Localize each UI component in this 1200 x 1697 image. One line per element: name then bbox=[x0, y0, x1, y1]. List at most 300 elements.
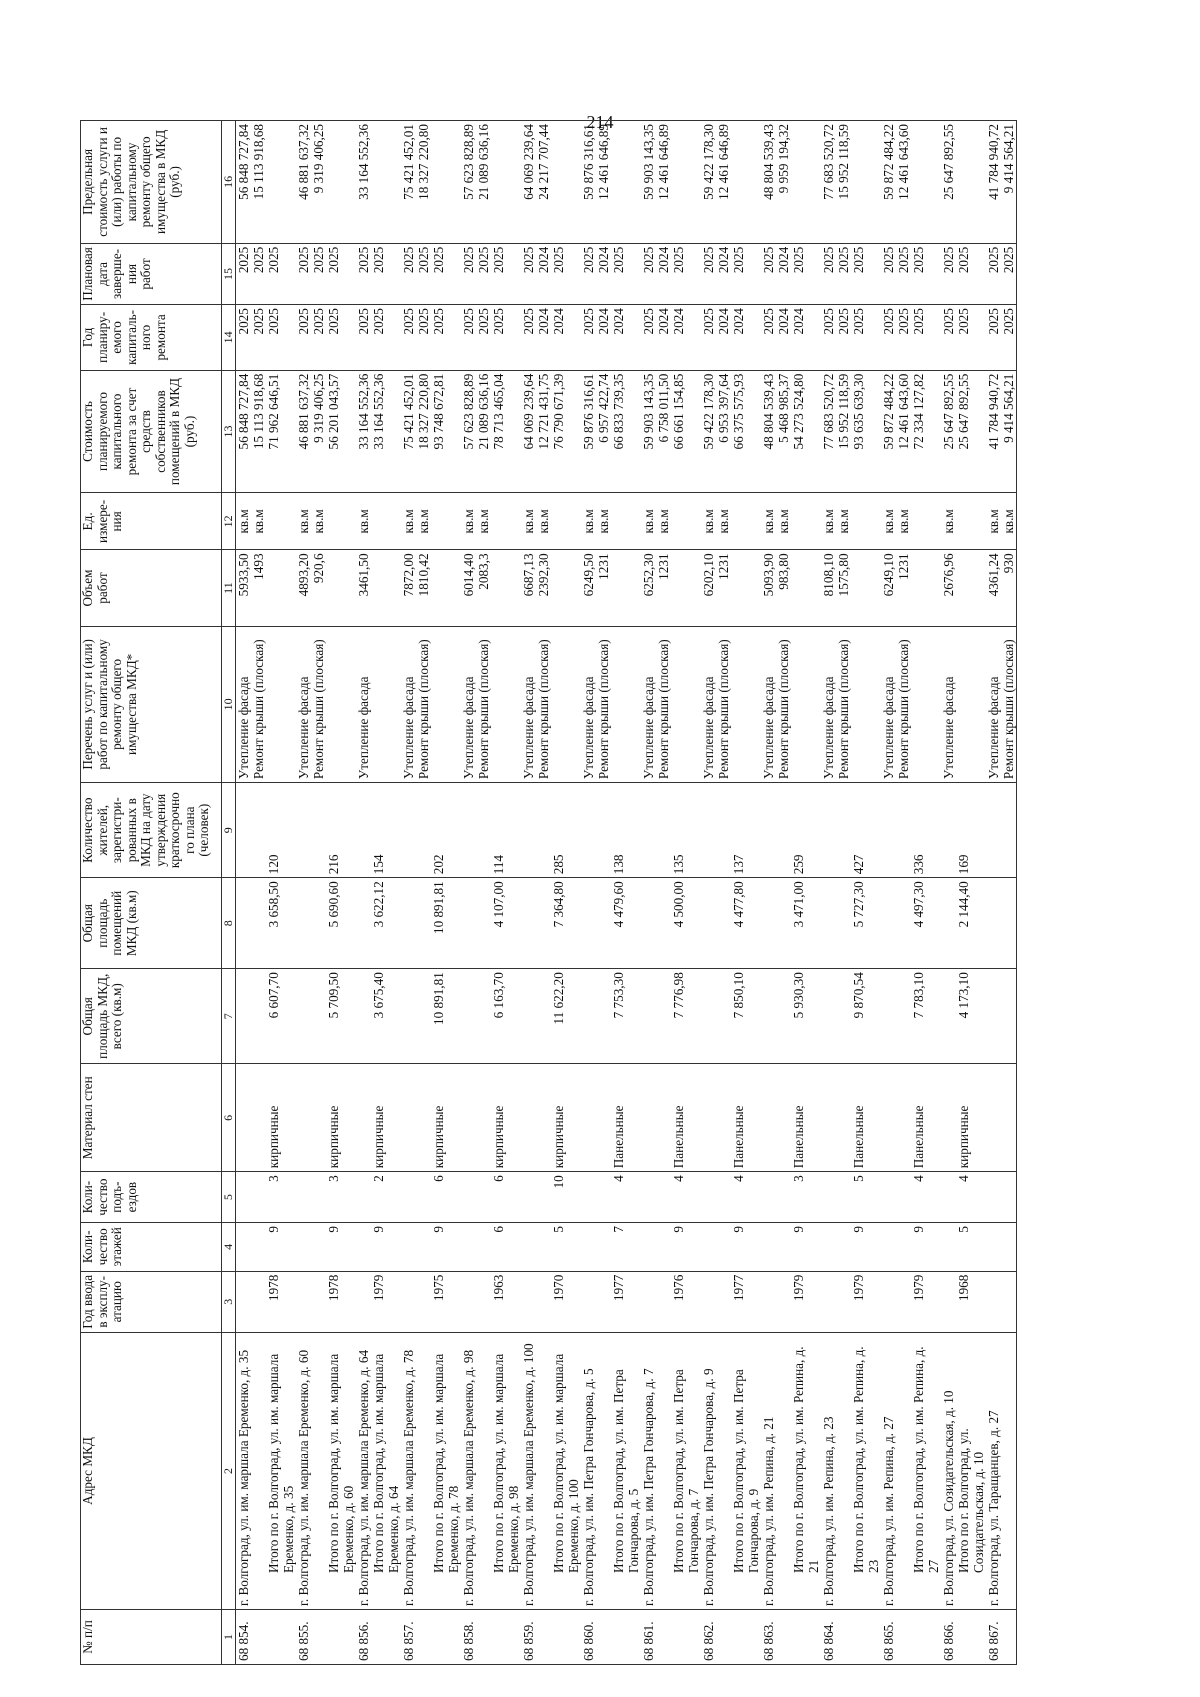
cell-num bbox=[896, 1610, 911, 1665]
cell-cost: 93 635 639,30 bbox=[851, 370, 881, 493]
cell-date: 2025 bbox=[461, 243, 476, 304]
empty-cell bbox=[911, 493, 941, 550]
empty-cell bbox=[896, 969, 911, 1064]
cell-entrances: 2 bbox=[371, 1172, 401, 1223]
empty-cell bbox=[476, 1172, 491, 1223]
empty-cell bbox=[311, 1064, 326, 1172]
cell-num: 68 867. bbox=[986, 1610, 1001, 1665]
empty-cell bbox=[476, 1222, 491, 1271]
cell-date: 2025 bbox=[941, 243, 956, 304]
cell-unit: кв.м bbox=[836, 493, 851, 550]
empty-cell bbox=[236, 1172, 252, 1223]
cell-limit: 9 319 406,25 bbox=[311, 121, 326, 244]
empty-cell bbox=[311, 878, 326, 969]
cell-work: Утепление фасада bbox=[356, 626, 371, 783]
cell-cost: 9 414 564,21 bbox=[1001, 370, 1017, 493]
empty-cell bbox=[311, 969, 326, 1064]
cell-limit: 9 959 194,32 bbox=[776, 121, 791, 244]
empty-cell bbox=[431, 550, 461, 626]
column-header: Коли-чество этажей bbox=[81, 1222, 222, 1271]
cell-date: 2025 bbox=[296, 243, 311, 304]
empty-cell bbox=[791, 550, 821, 626]
cell-unit: кв.м bbox=[581, 493, 596, 550]
cell-year: 2025 bbox=[311, 305, 326, 371]
cell-unit: кв.м bbox=[941, 493, 956, 550]
empty-cell bbox=[416, 1172, 431, 1223]
empty-cell bbox=[671, 121, 701, 244]
empty-cell bbox=[311, 1271, 326, 1332]
empty-cell bbox=[941, 969, 956, 1064]
empty-cell bbox=[296, 783, 311, 878]
cell-date: 2025 bbox=[581, 243, 596, 304]
empty-cell bbox=[671, 493, 701, 550]
total-row bbox=[326, 121, 356, 1665]
empty-cell bbox=[476, 969, 491, 1064]
cell-year: 2025 bbox=[371, 305, 401, 371]
table-row bbox=[986, 121, 1001, 1665]
cell-limit: 59 872 484,22 bbox=[881, 121, 896, 244]
empty-cell bbox=[941, 1222, 956, 1271]
empty-cell bbox=[671, 550, 701, 626]
column-number: 11 bbox=[222, 550, 236, 626]
empty-cell bbox=[521, 1222, 536, 1271]
empty-cell bbox=[986, 878, 1001, 969]
cell-num: 68 862. bbox=[701, 1610, 716, 1665]
cell-year: 2025 bbox=[476, 305, 491, 371]
cell-work: Утепление фасада bbox=[941, 626, 956, 783]
empty-cell bbox=[701, 1172, 716, 1223]
table-row bbox=[461, 121, 476, 1665]
cell-year: 2024 bbox=[596, 305, 611, 371]
empty-cell bbox=[416, 783, 431, 878]
cell-num bbox=[776, 1610, 791, 1665]
cell-unit: кв.м bbox=[641, 493, 656, 550]
cell-addr: г. Волгоград, ул. им. Петра Гончарова, д. 5 bbox=[581, 1332, 596, 1609]
empty-cell bbox=[941, 783, 956, 878]
cell-cost: 59 872 484,22 bbox=[881, 370, 896, 493]
cell-work: Утепление фасада bbox=[986, 626, 1001, 783]
cell-year-built: 1976 bbox=[671, 1271, 701, 1332]
empty-cell bbox=[731, 626, 761, 783]
cell-date: 2025 bbox=[761, 243, 776, 304]
empty-cell bbox=[986, 1271, 1001, 1332]
empty-cell bbox=[536, 1222, 551, 1271]
total-row bbox=[371, 121, 401, 1665]
cell-date: 2025 bbox=[821, 243, 836, 304]
empty-cell bbox=[521, 969, 536, 1064]
cell-limit: 12 461 646,89 bbox=[716, 121, 731, 244]
cell-work: Ремонт крыши (плоская) bbox=[536, 626, 551, 783]
empty-cell bbox=[596, 1222, 611, 1271]
cell-cost: 12 721 431,75 bbox=[536, 370, 551, 493]
cell-vol: 6252,30 bbox=[641, 550, 656, 626]
empty-cell bbox=[896, 1172, 911, 1223]
table-row bbox=[836, 121, 851, 1665]
cell-date: 2024 bbox=[536, 243, 551, 304]
cell-num: 68 860. bbox=[581, 1610, 596, 1665]
cell-vol: 1231 bbox=[716, 550, 731, 626]
cell-vol: 2676,96 bbox=[941, 550, 956, 626]
cell-total-area: 3 675,40 bbox=[371, 969, 401, 1064]
cell-total-area: 11 622,20 bbox=[551, 969, 581, 1064]
empty-cell bbox=[656, 1064, 671, 1172]
empty-cell bbox=[596, 783, 611, 878]
cell-work: Утепление фасада bbox=[761, 626, 776, 783]
empty-cell bbox=[371, 626, 401, 783]
empty-cell bbox=[596, 1064, 611, 1172]
empty-cell bbox=[251, 1271, 266, 1332]
total-row bbox=[491, 121, 521, 1665]
empty-cell bbox=[236, 783, 252, 878]
empty-cell bbox=[551, 121, 581, 244]
cell-num: 68 866. bbox=[941, 1610, 956, 1665]
cell-premises-area: 7 364,80 bbox=[551, 878, 581, 969]
empty-cell bbox=[551, 550, 581, 626]
empty-cell bbox=[401, 1172, 416, 1223]
empty-cell bbox=[581, 1172, 596, 1223]
cell-date: 2025 bbox=[791, 243, 821, 304]
empty-cell bbox=[701, 783, 716, 878]
cell-addr: Итого по г. Волгоград, ул. им. маршала Еременко, д. 35 bbox=[266, 1332, 296, 1609]
cell-year: 2024 bbox=[656, 305, 671, 371]
cell-work: Утепление фасада bbox=[236, 626, 252, 783]
cell-vol: 5093,90 bbox=[761, 550, 776, 626]
empty-cell bbox=[476, 783, 491, 878]
cell-residents: 135 bbox=[671, 783, 701, 878]
cell-year: 2024 bbox=[671, 305, 701, 371]
cell-date: 2025 bbox=[266, 243, 296, 304]
cell-num: 68 855. bbox=[296, 1610, 311, 1665]
cell-addr: г. Волгоград, ул. им. маршала Еременко, д. 78 bbox=[401, 1332, 416, 1609]
empty-cell bbox=[851, 550, 881, 626]
empty-cell bbox=[251, 1172, 266, 1223]
cell-unit: кв.м bbox=[596, 493, 611, 550]
cell-cost: 56 201 043,57 bbox=[326, 370, 356, 493]
empty-cell bbox=[896, 878, 911, 969]
table-row bbox=[296, 121, 311, 1665]
cell-premises-area: 4 500,00 bbox=[671, 878, 701, 969]
empty-cell bbox=[461, 1271, 476, 1332]
cell-cost: 12 461 643,60 bbox=[896, 370, 911, 493]
cell-num bbox=[251, 1610, 266, 1665]
cell-entrances: 4 bbox=[956, 1172, 986, 1223]
empty-cell bbox=[536, 969, 551, 1064]
cell-entrances: 10 bbox=[551, 1172, 581, 1223]
empty-cell bbox=[536, 878, 551, 969]
cell-premises-area: 3 658,50 bbox=[266, 878, 296, 969]
cell-addr: г. Волгоград, ул. им. маршала Еременко, д. 60 bbox=[296, 1332, 311, 1609]
cell-num bbox=[536, 1610, 551, 1665]
cell-cost: 33 164 552,36 bbox=[356, 370, 371, 493]
column-header: Предельная стоимость услуги и (или) работы по капитальному ремонту общего имущества в МКД (руб.) bbox=[81, 121, 222, 244]
column-header: Стоимость планируемого капитального ремонта за счет средств собственников помещений в МКД (руб.) bbox=[81, 370, 222, 493]
cell-year: 2025 bbox=[236, 305, 252, 371]
cell-date: 2025 bbox=[671, 243, 701, 304]
cell-year: 2025 bbox=[896, 305, 911, 371]
cell-addr bbox=[251, 1332, 266, 1609]
cell-addr: г. Волгоград, ул. им. маршала Еременко, д. 98 bbox=[461, 1332, 476, 1609]
cell-addr: г. Волгоград, ул. им. Репина, д. 21 bbox=[761, 1332, 776, 1609]
cell-year-built: 1963 bbox=[491, 1271, 521, 1332]
empty-cell bbox=[656, 783, 671, 878]
cell-addr bbox=[476, 1332, 491, 1609]
empty-cell bbox=[851, 626, 881, 783]
cell-date: 2025 bbox=[476, 243, 491, 304]
empty-cell bbox=[596, 878, 611, 969]
cell-addr: Итого по г. Волгоград, ул. им. Репина, д. 27 bbox=[911, 1332, 941, 1609]
empty-cell bbox=[986, 783, 1001, 878]
empty-cell bbox=[761, 783, 776, 878]
empty-cell bbox=[401, 1064, 416, 1172]
column-number: 14 bbox=[222, 305, 236, 371]
table-row bbox=[311, 121, 326, 1665]
empty-cell bbox=[881, 1172, 896, 1223]
empty-cell bbox=[596, 969, 611, 1064]
total-row bbox=[431, 121, 461, 1665]
empty-cell bbox=[1001, 783, 1017, 878]
cell-year: 2024 bbox=[791, 305, 821, 371]
cell-year: 2025 bbox=[326, 305, 356, 371]
cell-year-built: 1968 bbox=[956, 1271, 986, 1332]
empty-cell bbox=[461, 878, 476, 969]
table-row bbox=[776, 121, 791, 1665]
cell-year: 2025 bbox=[851, 305, 881, 371]
cell-year: 2025 bbox=[881, 305, 896, 371]
cell-floors: 9 bbox=[791, 1222, 821, 1271]
cell-date: 2025 bbox=[986, 243, 1001, 304]
empty-cell bbox=[371, 550, 401, 626]
cell-year: 2025 bbox=[956, 305, 986, 371]
table-row bbox=[1001, 121, 1017, 1665]
empty-cell bbox=[701, 1064, 716, 1172]
cell-residents: 427 bbox=[851, 783, 881, 878]
empty-cell bbox=[296, 969, 311, 1064]
cell-cost: 18 327 220,80 bbox=[416, 370, 431, 493]
table-row bbox=[896, 121, 911, 1665]
cell-addr: г. Волгоград, ул. им. маршала Еременко, д. 35 bbox=[236, 1332, 252, 1609]
cell-entrances: 6 bbox=[491, 1172, 521, 1223]
empty-cell bbox=[776, 1222, 791, 1271]
cell-work: Утепление фасада bbox=[401, 626, 416, 783]
cell-limit: 12 461 643,60 bbox=[896, 121, 911, 244]
empty-cell bbox=[416, 1064, 431, 1172]
cell-floors: 9 bbox=[266, 1222, 296, 1271]
page-number: 214 bbox=[586, 112, 614, 132]
cell-work: Утепление фасада bbox=[581, 626, 596, 783]
table-row bbox=[641, 121, 656, 1665]
cell-unit: кв.м bbox=[776, 493, 791, 550]
cell-year-built: 1979 bbox=[791, 1271, 821, 1332]
cell-total-area: 10 891,81 bbox=[431, 969, 461, 1064]
empty-cell bbox=[236, 969, 252, 1064]
table-row bbox=[401, 121, 416, 1665]
cell-addr: г. Волгоград, ул. им. Петра Гончарова, д. 9 bbox=[701, 1332, 716, 1609]
empty-cell bbox=[401, 878, 416, 969]
empty-cell bbox=[941, 1064, 956, 1172]
cell-vol: 8108,10 bbox=[821, 550, 836, 626]
cell-vol: 1575,80 bbox=[836, 550, 851, 626]
empty-cell bbox=[476, 1271, 491, 1332]
cell-date: 2025 bbox=[1001, 243, 1017, 304]
empty-cell bbox=[641, 1271, 656, 1332]
cell-year: 2024 bbox=[551, 305, 581, 371]
empty-cell bbox=[986, 1172, 1001, 1223]
empty-cell bbox=[716, 1172, 731, 1223]
cell-date: 2025 bbox=[836, 243, 851, 304]
cell-total-area: 4 173,10 bbox=[956, 969, 986, 1064]
table-row bbox=[881, 121, 896, 1665]
cell-cost: 56 848 727,84 bbox=[236, 370, 252, 493]
empty-cell bbox=[371, 1610, 401, 1665]
empty-cell bbox=[641, 1064, 656, 1172]
empty-cell bbox=[836, 1271, 851, 1332]
cell-entrances: 3 bbox=[791, 1172, 821, 1223]
cell-limit: 59 903 143,35 bbox=[641, 121, 656, 244]
column-header: Материал стен bbox=[81, 1064, 222, 1172]
cell-year: 2025 bbox=[761, 305, 776, 371]
empty-cell bbox=[431, 493, 461, 550]
empty-cell bbox=[266, 1610, 296, 1665]
header-row bbox=[81, 121, 222, 1665]
empty-cell bbox=[836, 1222, 851, 1271]
cell-work: Ремонт крыши (плоская) bbox=[476, 626, 491, 783]
cell-floors: 9 bbox=[731, 1222, 761, 1271]
empty-cell bbox=[821, 1064, 836, 1172]
empty-cell bbox=[416, 1271, 431, 1332]
empty-cell bbox=[491, 1610, 521, 1665]
empty-cell bbox=[296, 1271, 311, 1332]
empty-cell bbox=[641, 1222, 656, 1271]
cell-floors: 9 bbox=[431, 1222, 461, 1271]
cell-unit: кв.м bbox=[416, 493, 431, 550]
empty-cell bbox=[326, 550, 356, 626]
column-header: Год ввода в эксплу-атацию bbox=[81, 1271, 222, 1332]
cell-premises-area: 4 107,00 bbox=[491, 878, 521, 969]
empty-cell bbox=[911, 550, 941, 626]
cell-cost: 77 683 520,72 bbox=[821, 370, 836, 493]
cell-residents: 202 bbox=[431, 783, 461, 878]
cell-year-built: 1979 bbox=[911, 1271, 941, 1332]
empty-cell bbox=[656, 1271, 671, 1332]
table-row bbox=[536, 121, 551, 1665]
empty-cell bbox=[461, 969, 476, 1064]
cell-vol: 920,6 bbox=[311, 550, 326, 626]
cell-limit: 77 683 520,72 bbox=[821, 121, 836, 244]
cell-cost: 66 375 575,93 bbox=[731, 370, 761, 493]
cell-cost: 59 876 316,61 bbox=[581, 370, 596, 493]
cell-limit: 24 217 707,44 bbox=[536, 121, 551, 244]
cell-residents: 120 bbox=[266, 783, 296, 878]
total-row bbox=[266, 121, 296, 1665]
cell-vol: 6249,10 bbox=[881, 550, 896, 626]
cell-entrances: 4 bbox=[611, 1172, 641, 1223]
cell-material: кирпичные bbox=[266, 1064, 296, 1172]
empty-cell bbox=[551, 1610, 581, 1665]
cell-addr: Итого по г. Волгоград, ул. им. маршала Еременко, д. 100 bbox=[551, 1332, 581, 1609]
cell-residents: 169 bbox=[956, 783, 986, 878]
empty-cell bbox=[311, 783, 326, 878]
table-row bbox=[236, 121, 252, 1665]
cell-unit: кв.м bbox=[476, 493, 491, 550]
empty-cell bbox=[776, 783, 791, 878]
cell-vol: 1493 bbox=[251, 550, 266, 626]
cell-cost: 15 952 118,59 bbox=[836, 370, 851, 493]
column-number: 15 bbox=[222, 243, 236, 304]
empty-cell bbox=[266, 626, 296, 783]
cell-addr: Итого по г. Волгоград, ул. им. Петра Гончарова, д. 7 bbox=[671, 1332, 701, 1609]
cell-premises-area: 3 622,12 bbox=[371, 878, 401, 969]
cell-premises-area: 10 891,81 bbox=[431, 878, 461, 969]
cell-total-area: 5 930,30 bbox=[791, 969, 821, 1064]
empty-cell bbox=[836, 1064, 851, 1172]
empty-cell bbox=[896, 1222, 911, 1271]
cell-date: 2025 bbox=[896, 243, 911, 304]
empty-cell bbox=[836, 969, 851, 1064]
cell-floors: 5 bbox=[551, 1222, 581, 1271]
cell-vol: 6249,50 bbox=[581, 550, 596, 626]
cell-residents: 154 bbox=[371, 783, 401, 878]
empty-cell bbox=[296, 878, 311, 969]
cell-addr bbox=[536, 1332, 551, 1609]
total-row bbox=[851, 121, 881, 1665]
empty-cell bbox=[761, 1222, 776, 1271]
empty-cell bbox=[296, 1172, 311, 1223]
total-row bbox=[551, 121, 581, 1665]
cell-year: 2025 bbox=[701, 305, 716, 371]
cell-vol: 4361,24 bbox=[986, 550, 1001, 626]
empty-cell bbox=[851, 493, 881, 550]
cell-premises-area: 2 144,40 bbox=[956, 878, 986, 969]
cell-cost: 59 903 143,35 bbox=[641, 370, 656, 493]
table-body bbox=[236, 121, 1017, 1665]
empty-cell bbox=[941, 878, 956, 969]
empty-cell bbox=[956, 550, 986, 626]
table-row bbox=[701, 121, 716, 1665]
cell-addr: Итого по г. Волгоград, ул. им. Репина, д. 23 bbox=[851, 1332, 881, 1609]
empty-cell bbox=[551, 493, 581, 550]
empty-cell bbox=[881, 1064, 896, 1172]
empty-cell bbox=[581, 1222, 596, 1271]
empty-cell bbox=[641, 878, 656, 969]
column-number: 4 bbox=[222, 1222, 236, 1271]
cell-work: Ремонт крыши (плоская) bbox=[311, 626, 326, 783]
empty-cell bbox=[761, 1172, 776, 1223]
empty-cell bbox=[956, 493, 986, 550]
cell-vol: 6202,10 bbox=[701, 550, 716, 626]
empty-cell bbox=[656, 1222, 671, 1271]
empty-cell bbox=[761, 878, 776, 969]
cell-addr: Итого по г. Волгоград, ул. им. маршала Еременко, д. 98 bbox=[491, 1332, 521, 1609]
empty-cell bbox=[401, 1271, 416, 1332]
cell-entrances: 4 bbox=[731, 1172, 761, 1223]
table-row bbox=[581, 121, 596, 1665]
empty-cell bbox=[581, 969, 596, 1064]
empty-cell bbox=[821, 1172, 836, 1223]
cell-year: 2025 bbox=[1001, 305, 1017, 371]
cell-num bbox=[1001, 1610, 1017, 1665]
cell-cost: 9 319 406,25 bbox=[311, 370, 326, 493]
empty-cell bbox=[941, 1271, 956, 1332]
cell-total-area: 7 753,30 bbox=[611, 969, 641, 1064]
cell-limit: 56 848 727,84 bbox=[236, 121, 252, 244]
empty-cell bbox=[611, 121, 641, 244]
cell-addr: г. Волгоград, ул. им. Петра Гончарова, д. 7 bbox=[641, 1332, 656, 1609]
empty-cell bbox=[791, 626, 821, 783]
cell-material: кирпичные bbox=[326, 1064, 356, 1172]
cell-cost: 6 953 397,64 bbox=[716, 370, 731, 493]
cell-premises-area: 5 727,30 bbox=[851, 878, 881, 969]
cell-num: 68 861. bbox=[641, 1610, 656, 1665]
